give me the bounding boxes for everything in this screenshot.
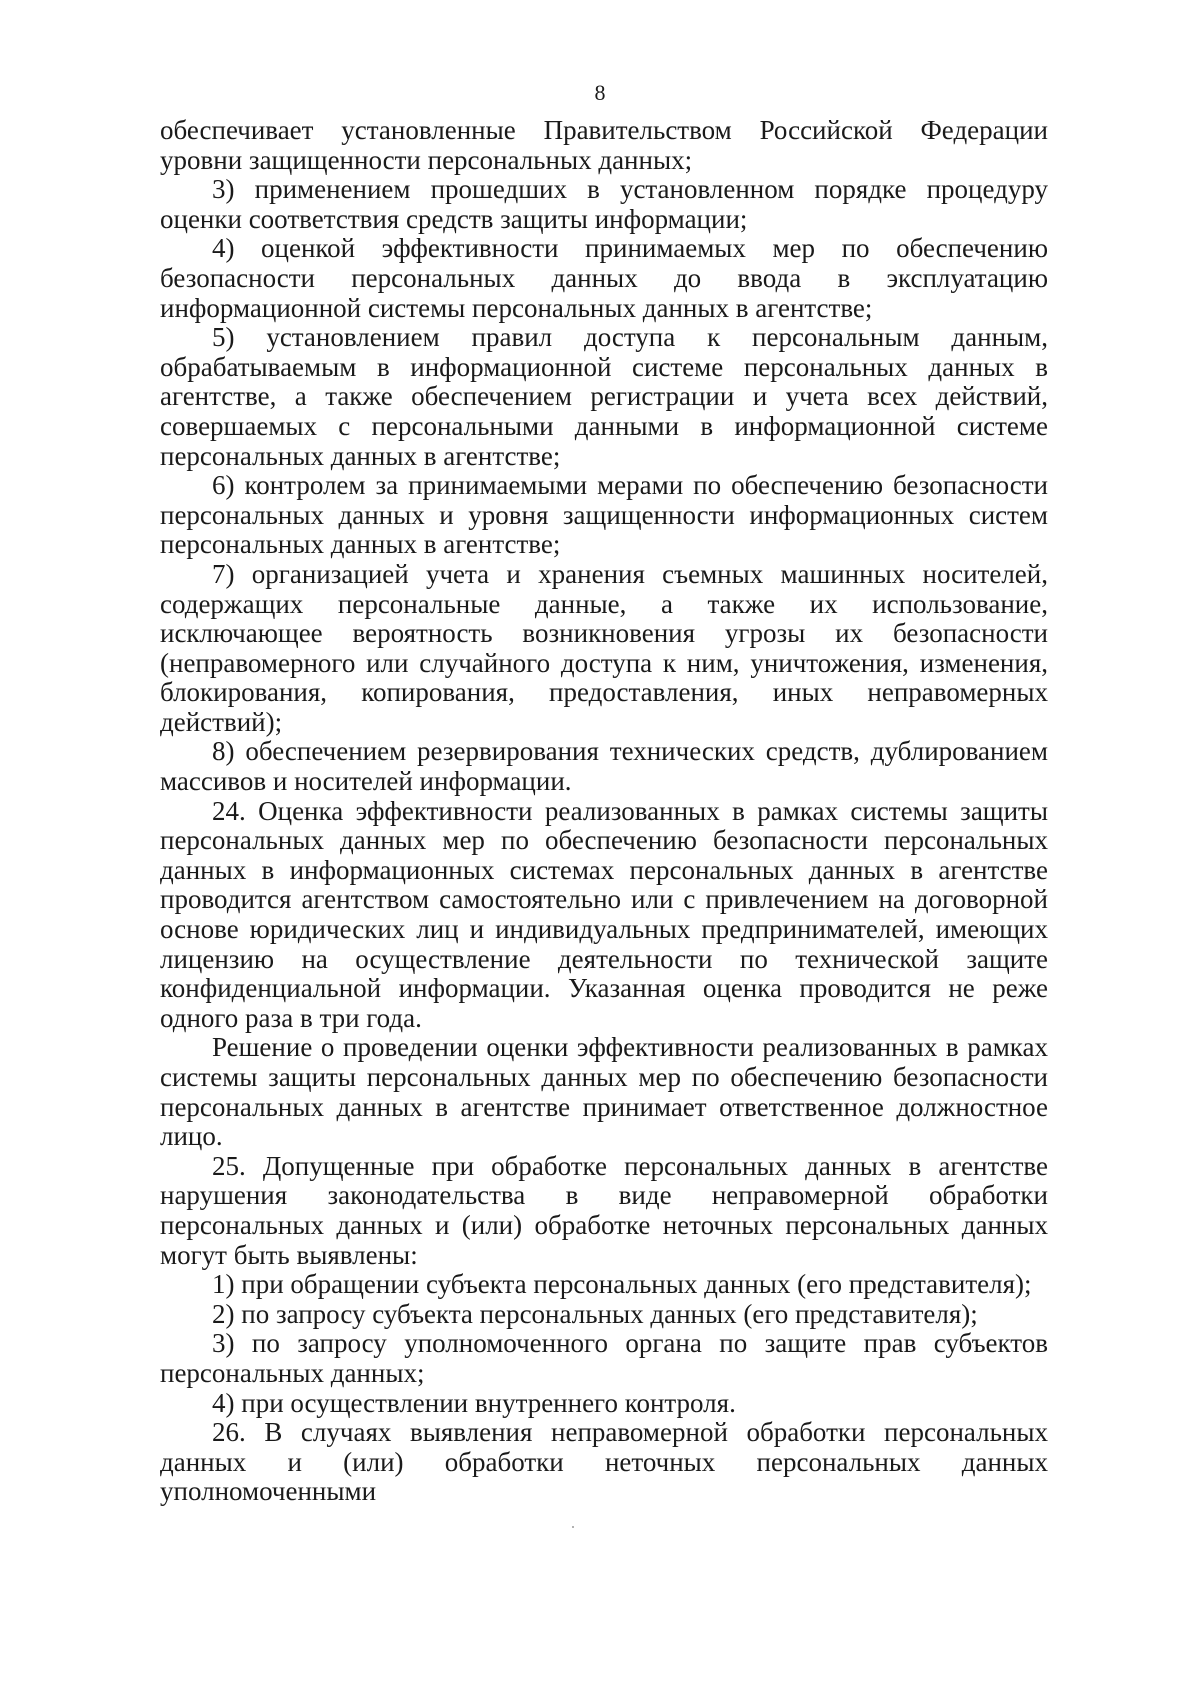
clause-24: 24. Оценка эффективности реализованных в рамках системы защиты персональных данных мер по обеспечению безопасности персональных данных в информационных системах персональных данных в агентстве проводится агентством самостоятельно или с привлечением на договорной основе юридических лиц и индивидуальных предпринимателей, имеющих лицензию на осуществление деятельности по технической защите конфиденциальной информации. Указанная оценка проводится не реже одного раза в три года. [160,795,1048,1033]
paragraph-continuation: обеспечивает установленные Правительством Российской Федерации уровни защищенности персональных данных; [160,115,1048,175]
clause-25-item-2: 2) по запросу субъекта персональных данных (его представителя); [212,1298,978,1329]
clause-25-item-4: 4) при осуществлении внутреннего контроля. [212,1387,736,1418]
list-item-3: 3) применением прошедших в установленном порядке процедуру оценки соответствия средств защиты информации; [160,174,1048,234]
document-body [160,116,1048,1507]
clause-26: 26. В случаях выявления неправомерной обработки персональных данных и (или) обработки неточных персональных данных уполномоченными [160,1417,1048,1507]
clause-24-decision: Решение о проведении оценки эффективности реализованных в рамках системы защиты персональных данных мер по обеспечению безопасности персональных данных в агентстве принимает ответственное должностное лицо. [160,1032,1048,1152]
list-item-6: 6) контролем за принимаемыми мерами по обеспечению безопасности персональных данных и уровня защищенности информационных систем персональных данных в агентстве; [160,470,1048,560]
scan-speck [572,1526,574,1528]
clause-25-item-3: 3) по запросу уполномоченного органа по защите прав субъектов персональных данных; [160,1328,1048,1388]
page-number: 8 [594,80,606,105]
clause-25: 25. Допущенные при обработке персональных данных в агентстве нарушения законодательства в виде неправомерной обработки персональных данных и (или) обработке неточных персональных данных могут быть выявлены: [160,1150,1048,1270]
list-item-8: 8) обеспечением резервирования технических средств, дублированием массивов и носителей информации. [160,736,1048,797]
list-item-7: 7) организацией учета и хранения съемных машинных носителей, содержащих персональные данные, а также их использование, исключающее вероятность возникновения угрозы их безопасности (неправомерного или случайного доступа к ним, уничтожения, изменения, блокирования, копирования, предоставления, иных неправомерных действий); [160,558,1048,737]
clause-25-item-1: 1) при обращении субъекта персональных данных (его представителя); [212,1269,1032,1300]
list-item-5: 5) установлением правил доступа к персональным данным, обрабатываемым в информационной системе персональных данных в агентстве, а также обеспечением регистрации и учета всех действий, совершаемых с персональными данными в информационной системе персональных данных в агентстве; [160,322,1048,471]
list-item-4: 4) оценкой эффективности принимаемых мер по обеспечению безопасности персональных данных до ввода в эксплуатацию информационной системы персональных данных в агентстве; [160,233,1048,323]
